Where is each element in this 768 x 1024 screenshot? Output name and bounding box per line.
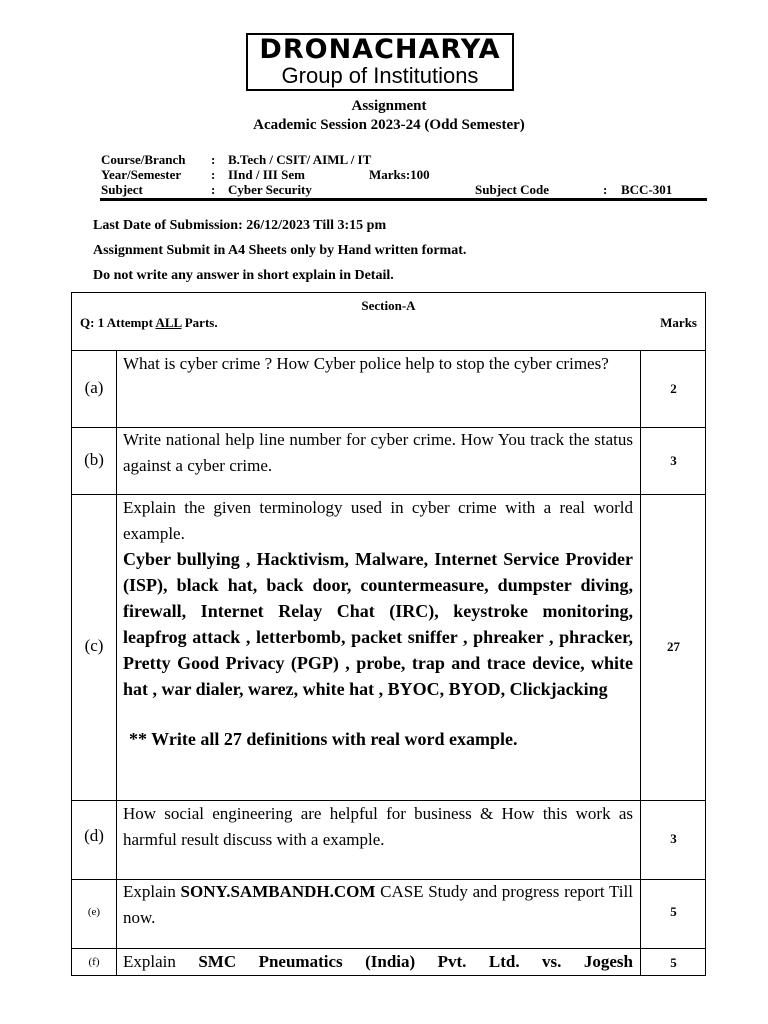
question-marks: 5 [670,904,677,919]
all-underlined: ALL [155,315,182,330]
terminology-list: Cyber bullying , Hacktivism, Malware, Internet Service Provider (ISP), black hat, back door, countermeasure, dumpster diving, firewall, Internet Relay Chat (IRC), keystroke monitoring, leapfrog attack , letterbomb, packet sniffer , phreaker , phracker, Pretty Good Privacy (PGP) , probe, trap and trace device, white hat , war dialer, warez, white hat , BYOC, BYOD, Clickjacking [123,549,633,699]
question-instruction: Q: 1 Attempt ALL Parts. [80,315,218,330]
colon: : [211,167,216,182]
subject-value: Cyber Security [228,182,312,197]
definitions-note: ** Write all 27 definitions with real word example. [129,729,518,749]
question-label: (e) [87,906,101,918]
colon: : [211,152,216,167]
question-label: (a) [84,378,104,397]
question-label: (f) [88,956,100,968]
question-text [123,495,633,752]
course-value: B.Tech / CSIT/ AIML / IT [228,152,372,167]
header-divider [100,198,707,201]
questions-table [71,292,706,976]
colon: : [211,182,216,197]
question-text: What is cyber crime ? How Cyber police help to stop the cyber crimes? [123,354,609,373]
question-text: Explain SMC Pneumatics (India) Pvt. Ltd. vs. Jogesh [123,952,633,971]
logo-name: DRONACHARYA [259,34,501,65]
question-marks: 27 [667,639,680,654]
subject-label: Subject [101,182,143,197]
document-title: Assignment [351,98,427,114]
question-label: (b) [84,450,104,469]
question-marks: 3 [670,831,677,846]
logo-subtitle: Group of Institutions [281,63,479,88]
section-title: Section-A [361,298,416,313]
subject-code-label: Subject Code [475,182,550,197]
submission-format: Assignment Submit in A4 Sheets only by Hand written format. [93,243,467,258]
case-study-name: SONY.SAMBANDH.COM [180,882,376,901]
question-marks: 5 [670,955,677,970]
question-intro: Explain the given terminology used in cyber crime with a real world example. [123,498,633,543]
submission-date: Last Date of Submission: 26/12/2023 Till 3:15 pm [93,218,387,233]
total-marks: Marks:100 [369,167,430,182]
year-value: IInd / III Sem [228,167,305,182]
question-marks: 3 [670,453,677,468]
column-divider [640,350,641,975]
course-label: Course/Branch [101,152,186,167]
answer-instruction: Do not write any answer in short explain in Detail. [93,268,394,283]
question-text: Explain SONY.SAMBANDH.COM CASE Study and progress report Till now. [123,882,633,927]
question-text: Write national help line number for cyber crime. How You track the status against a cyber crime. [123,430,633,475]
case-name: SMC Pneumatics (India) Pvt. Ltd. vs. Jogesh [198,952,633,971]
year-label: Year/Semester [101,167,182,182]
question-label: (c) [84,636,104,655]
question-marks: 2 [670,381,677,396]
colon: : [603,182,608,197]
column-divider [116,350,117,975]
institution-logo [246,33,514,91]
academic-session: Academic Session 2023-24 (Odd Semester) [253,117,525,133]
subject-code-value: BCC-301 [621,182,673,197]
marks-column-header: Marks [660,315,697,330]
question-text: How social engineering are helpful for business & How this work as harmful result discuss with a example. [123,804,633,849]
question-label: (d) [84,826,104,845]
